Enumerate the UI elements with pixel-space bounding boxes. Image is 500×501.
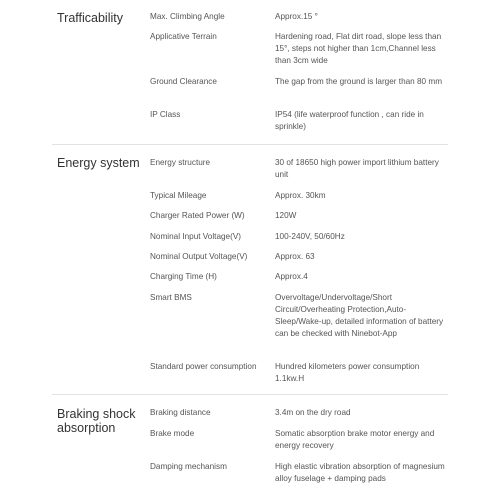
section-title: Energy system (57, 156, 140, 170)
spec-label: Braking distance (150, 408, 211, 417)
spec-value: 30 of 18650 high power import lithium battery unit (275, 158, 439, 179)
spec-label: Nominal Output Voltage(V) (150, 252, 248, 261)
spec-value: Somatic absorption brake motor energy and energy recovery (275, 429, 435, 450)
spec-value: Approx. 30km (275, 191, 326, 200)
section-energy-system (52, 144, 448, 395)
spec-label: Standard power consumption (150, 362, 257, 371)
spec-label: IP Class (150, 110, 181, 119)
spec-value: High elastic vibration absorption of magnesium alloy fuselage + damping pads (275, 462, 445, 483)
spec-label: Charger Rated Power (W) (150, 211, 245, 220)
spec-value: 120W (275, 211, 297, 220)
section-title: Trafficability (57, 11, 123, 25)
spec-value: Hundred kilometers power consumption 1.1kw.H (275, 362, 420, 383)
spec-label: Damping mechanism (150, 462, 227, 471)
spec-value: The gap from the ground is larger than 80 mm (275, 77, 443, 86)
spec-label: Ground Clearance (150, 77, 217, 86)
spec-value: Hardening road, Flat dirt road, slope less than 15°, steps not higher than 1cm,Channel less than 3cm wide (275, 32, 442, 65)
spec-label: Energy structure (150, 158, 211, 167)
spec-label: Applicative Terrain (150, 32, 217, 41)
spec-value: 100-240V, 50/60Hz (275, 232, 345, 241)
spec-value: Overvoltage/Undervoltage/Short Circuit/Overheating Protection,Auto-Sleep/Wake-up, detailed information of battery can be checked with Ninebot-App (275, 293, 444, 338)
spec-value: Approx.15 ° (275, 12, 318, 21)
spec-label: Charging Time (H) (150, 272, 217, 281)
spec-label: Brake mode (150, 429, 195, 438)
spec-value: Approx. 63 (275, 252, 315, 261)
section-braking-shock-absorption (52, 394, 448, 501)
section-title: Braking shock absorption (57, 407, 136, 435)
spec-label: Nominal Input Voltage(V) (150, 232, 242, 241)
spec-label: Typical Mileage (150, 191, 207, 200)
spec-label: Smart BMS (150, 293, 192, 302)
spec-value: 3.4m on the dry road (275, 408, 351, 417)
spec-label: Max. Climbing Angle (150, 12, 225, 21)
spec-value: Approx.4 (275, 272, 308, 281)
section-trafficability (52, 0, 448, 145)
spec-value: IP54 (life waterproof function , can ride in sprinkle) (275, 110, 424, 131)
